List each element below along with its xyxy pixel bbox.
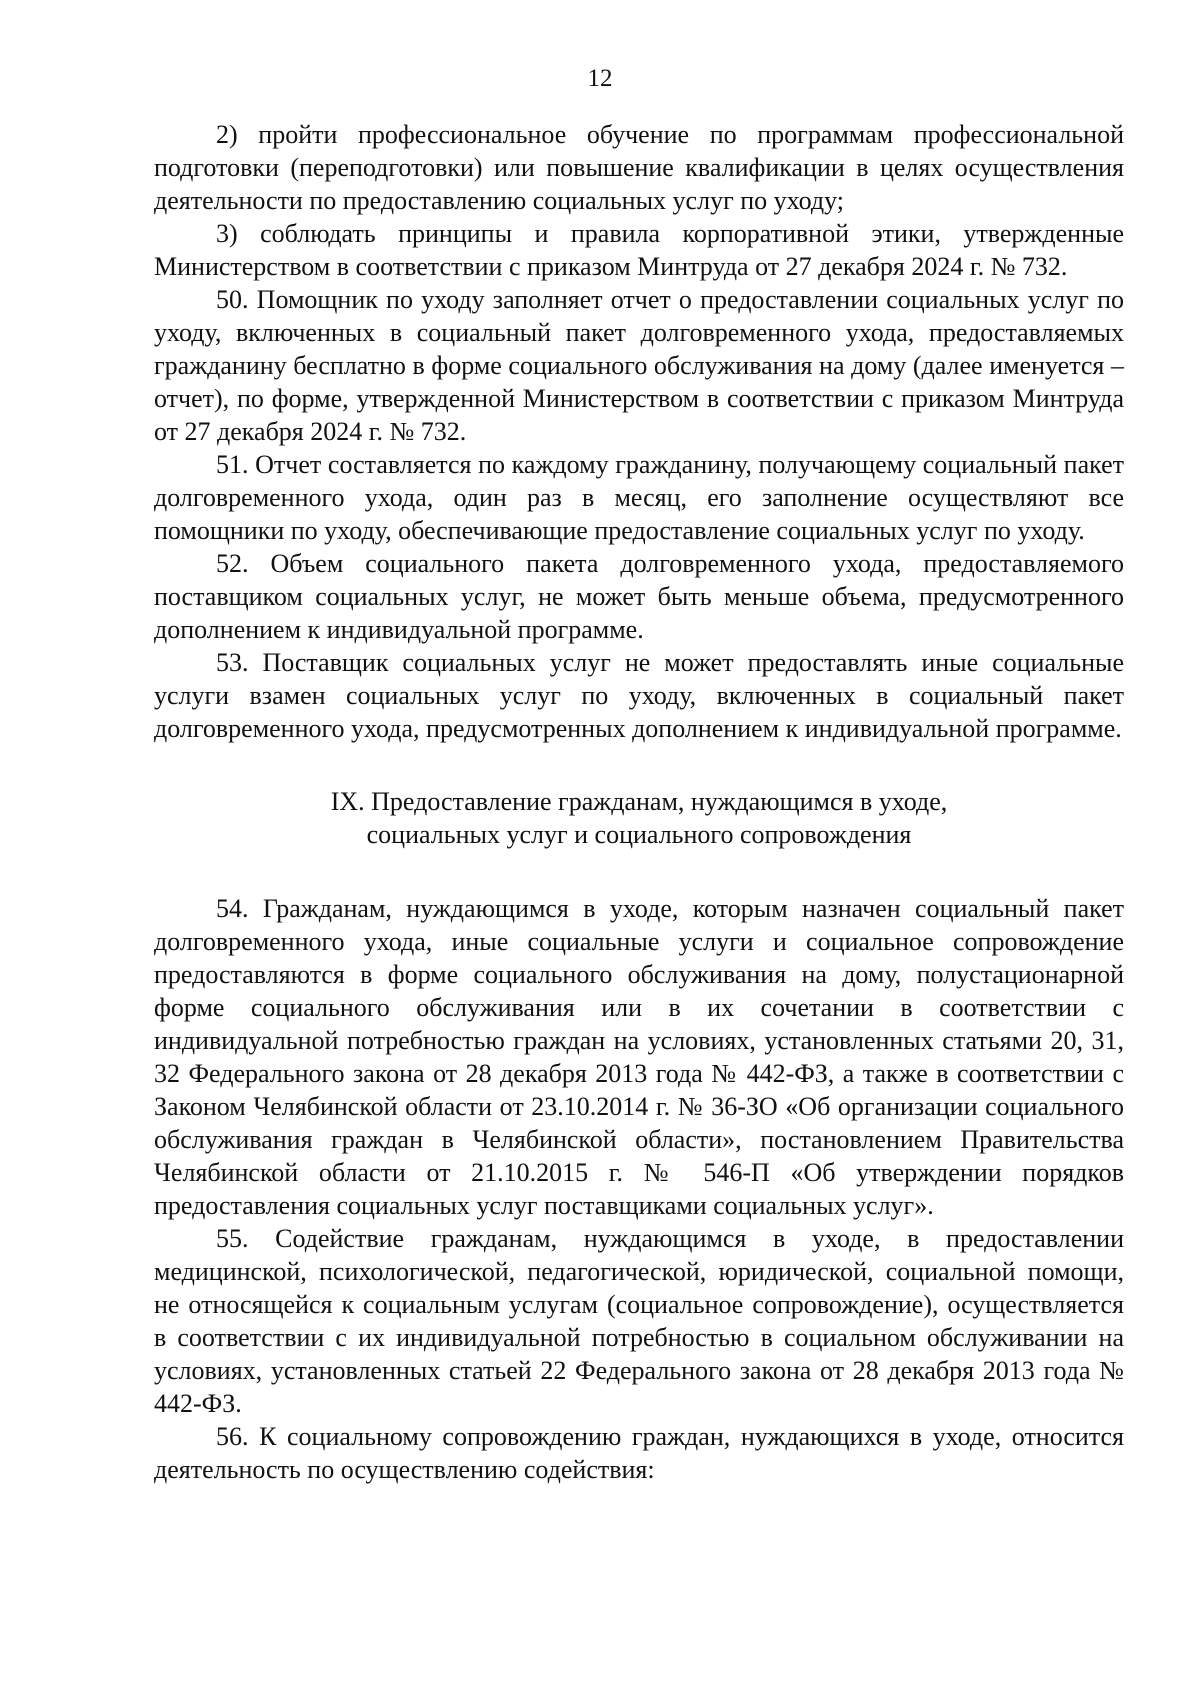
paragraph-51: 51. Отчет составляется по каждому гражданину, получающему социальный пакет долговременного ухода, один раз в месяц, его заполнение осуществляют все помощники по уходу, обеспечивающие предоставление социальных услуг по уходу. (154, 450, 1124, 545)
paragraph-53: 53. Поставщик социальных услуг не может предоставлять иные социальные услуги взамен социальных услуг по уходу, включенных в социальный пакет долговременного ухода, предусмотренных дополнением к индивидуальной программе. (154, 648, 1124, 743)
paragraph-52: 52. Объем социального пакета долговременного ухода, предоставляемого поставщиком социальных услуг, не может быть меньше объема, предусмотренного дополнением к индивидуальной программе. (154, 549, 1124, 644)
document-body (154, 118, 1124, 1486)
paragraph-54: 54. Гражданам, нуждающимся в уходе, которым назначен социальный пакет долговременного ухода, иные социальные услуги и социальное сопровождение предоставляются в форме социального обслуживания на дому, полустационарной форме социального обслуживания или в их сочетании в соответствии с индивидуальной потребностью граждан на условиях, установленных статьями 20, 31, 32 Федерального закона от 28 декабря 2013 года № 442-ФЗ, а также в соответствии с Законом Челябинской области от 23.10.2014 г. № 36-ЗО «Об организации социального обслуживания граждан в Челябинской области», постановлением Правительства Челябинской области от 21.10.2015 г. № 546-П «Об утверждении порядков предоставления социальных услуг поставщиками социальных услуг». (154, 894, 1124, 1220)
section-heading-line-1: IX. Предоставление гражданам, нуждающимся в уходе, (330, 787, 948, 816)
paragraph-50: 50. Помощник по уходу заполняет отчет о предоставлении социальных услуг по уходу, включенных в социальный пакет долговременного ухода, предоставляемых гражданину бесплатно в форме социального обслуживания на дому (далее именуется – отчет), по форме, утвержденной Министерством в соответствии с приказом Минтруда от 27 декабря 2024 г. № 732. (154, 285, 1124, 446)
paragraph-item-2: 2) пройти профессиональное обучение по программам профессиональной подготовки (переподготовки) или повышение квалификации в целях осуществления деятельности по предоставлению социальных услуг по уходу; (154, 120, 1124, 215)
paragraph-item-3: 3) соблюдать принципы и правила корпоративной этики, утвержденные Министерством в соответствии с приказом Минтруда от 27 декабря 2024 г. № 732. (154, 219, 1124, 281)
page-number: 12 (587, 65, 613, 92)
section-heading (154, 785, 1124, 851)
paragraph-55: 55. Содействие гражданам, нуждающимся в уходе, в предоставлении медицинской, психологической, педагогической, юридической, социальной помощи, не относящейся к социальным услугам (социальное сопровождение), осуществляется в соответствии с их индивидуальной потребностью в социальном обслуживании на условиях, установленных статьей 22 Федерального закона от 28 декабря 2013 года № 442-ФЗ. (154, 1224, 1124, 1418)
paragraph-56: 56. К социальному сопровождению граждан, нуждающихся в уходе, относится деятельность по осуществлению содействия: (154, 1422, 1124, 1484)
section-heading-line-2: социальных услуг и социального сопровождения (366, 820, 912, 849)
